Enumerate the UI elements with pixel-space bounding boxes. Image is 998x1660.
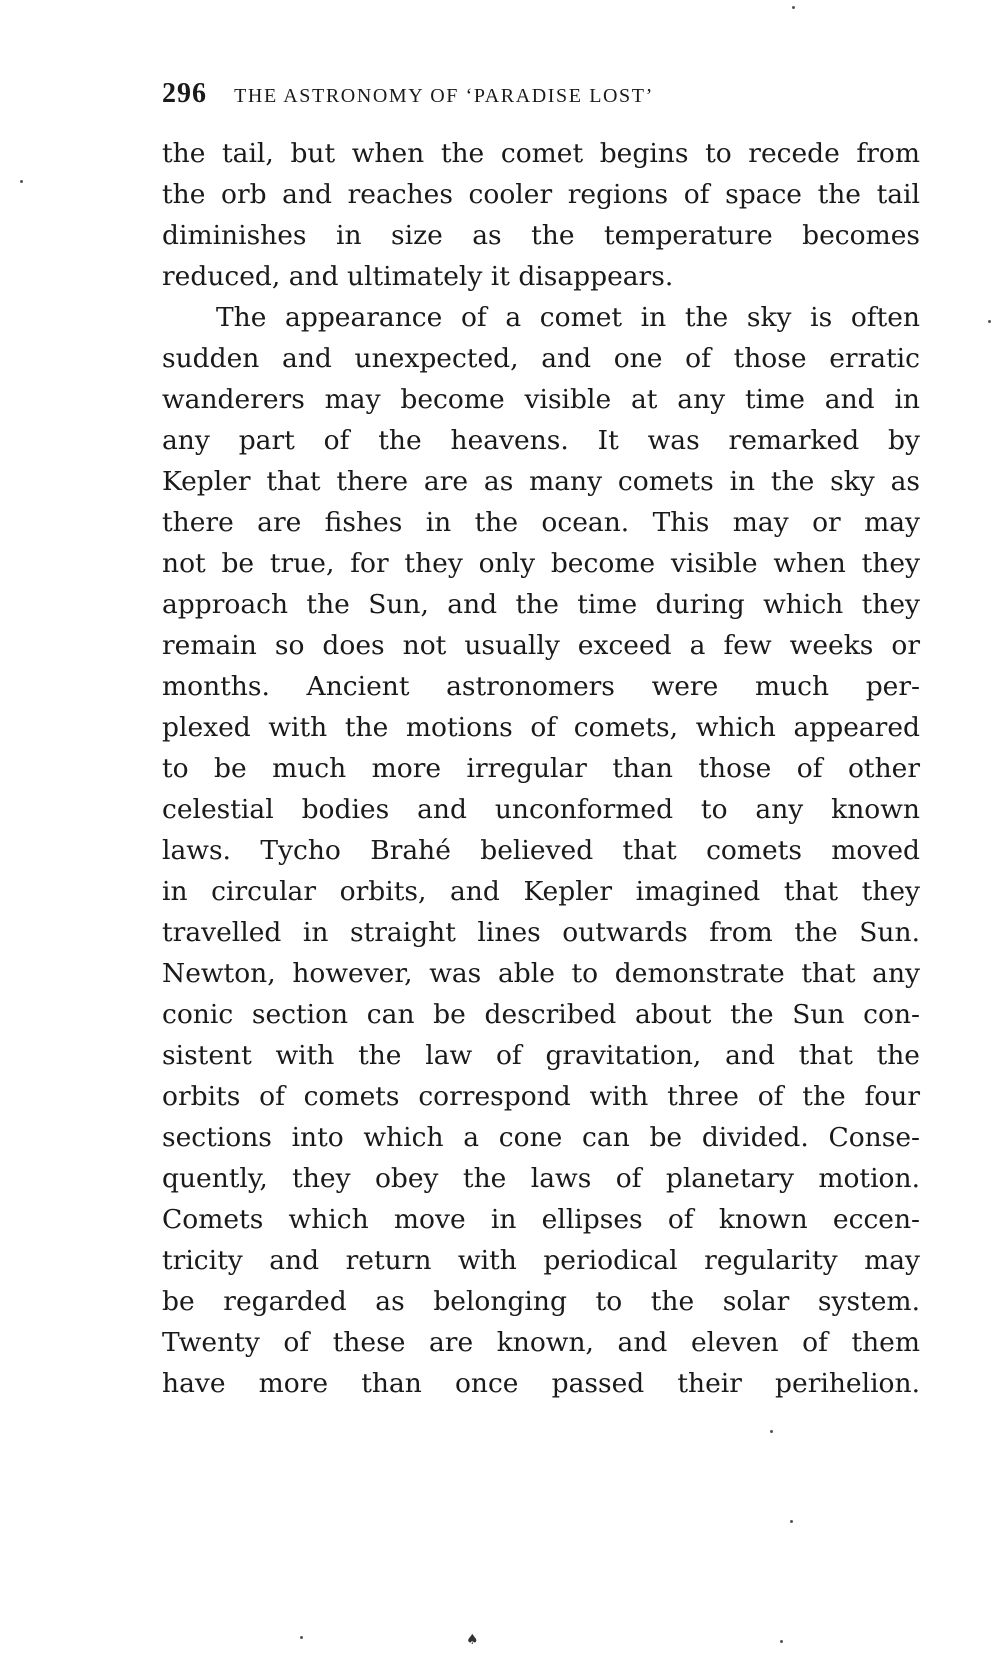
text-line: wanderers may become visible at any time and in — [162, 384, 920, 415]
paper-speck — [770, 1430, 773, 1433]
text-line: any part of the heavens. It was remarked by — [162, 425, 920, 456]
text-line: sistent with the law of gravitation, and that the — [162, 1040, 920, 1071]
text-line: approach the Sun, and the time during which they — [162, 589, 920, 620]
paper-speck — [988, 320, 991, 323]
text-line: conic section can be described about the Sun con- — [162, 999, 920, 1030]
paper-speck — [790, 1520, 793, 1523]
text-line: tricity and return with periodical regularity may — [162, 1245, 920, 1276]
paper-speck — [300, 1636, 303, 1639]
text-line: remain so does not usually exceed a few weeks or — [162, 630, 920, 661]
page-number: 296 — [162, 78, 207, 109]
text-line: orbits of comets correspond with three of the four — [162, 1081, 920, 1112]
paper-speck — [780, 1640, 783, 1643]
text-line: Kepler that there are as many comets in the sky as — [162, 466, 920, 497]
text-line: quently, they obey the laws of planetary motion. — [162, 1163, 920, 1194]
text-line: reduced, and ultimately it disappears. — [162, 261, 674, 292]
text-line: sudden and unexpected, and one of those erratic — [162, 343, 920, 374]
text-line: have more than once passed their perihelion. — [162, 1368, 920, 1399]
text-line: travelled in straight lines outwards from the Sun. — [162, 917, 920, 948]
printer-ornament: ♠ — [466, 1632, 479, 1648]
text-line: the tail, but when the comet begins to recede from — [162, 138, 920, 169]
running-head: THE ASTRONOMY OF ‘PARADISE LOST’ — [234, 85, 654, 107]
text-line: to be much more irregular than those of other — [162, 753, 920, 784]
paper-speck — [20, 180, 23, 183]
text-line: months. Ancient astronomers were much per- — [162, 671, 920, 702]
text-line: Newton, however, was able to demonstrate that any — [162, 958, 920, 989]
text-line: celestial bodies and unconformed to any known — [162, 794, 920, 825]
text-line: Comets which move in ellipses of known eccen- — [162, 1204, 920, 1235]
paper-speck — [792, 6, 795, 9]
page-header — [162, 78, 922, 114]
text-line: laws. Tycho Brahé believed that comets moved — [162, 835, 920, 866]
paragraph-first-line: The appearance of a comet in the sky is often — [216, 302, 920, 333]
text-line: diminishes in size as the temperature becomes — [162, 220, 920, 251]
text-line: not be true, for they only become visible when they — [162, 548, 920, 579]
text-line: sections into which a cone can be divided. Conse- — [162, 1122, 920, 1153]
text-line: be regarded as belonging to the solar system. — [162, 1286, 920, 1317]
text-line: there are fishes in the ocean. This may or may — [162, 507, 920, 538]
text-line: in circular orbits, and Kepler imagined that they — [162, 876, 920, 907]
text-line: the orb and reaches cooler regions of space the tail — [162, 179, 920, 210]
text-line: Twenty of these are known, and eleven of them — [162, 1327, 920, 1358]
text-line: plexed with the motions of comets, which appeared — [162, 712, 920, 743]
